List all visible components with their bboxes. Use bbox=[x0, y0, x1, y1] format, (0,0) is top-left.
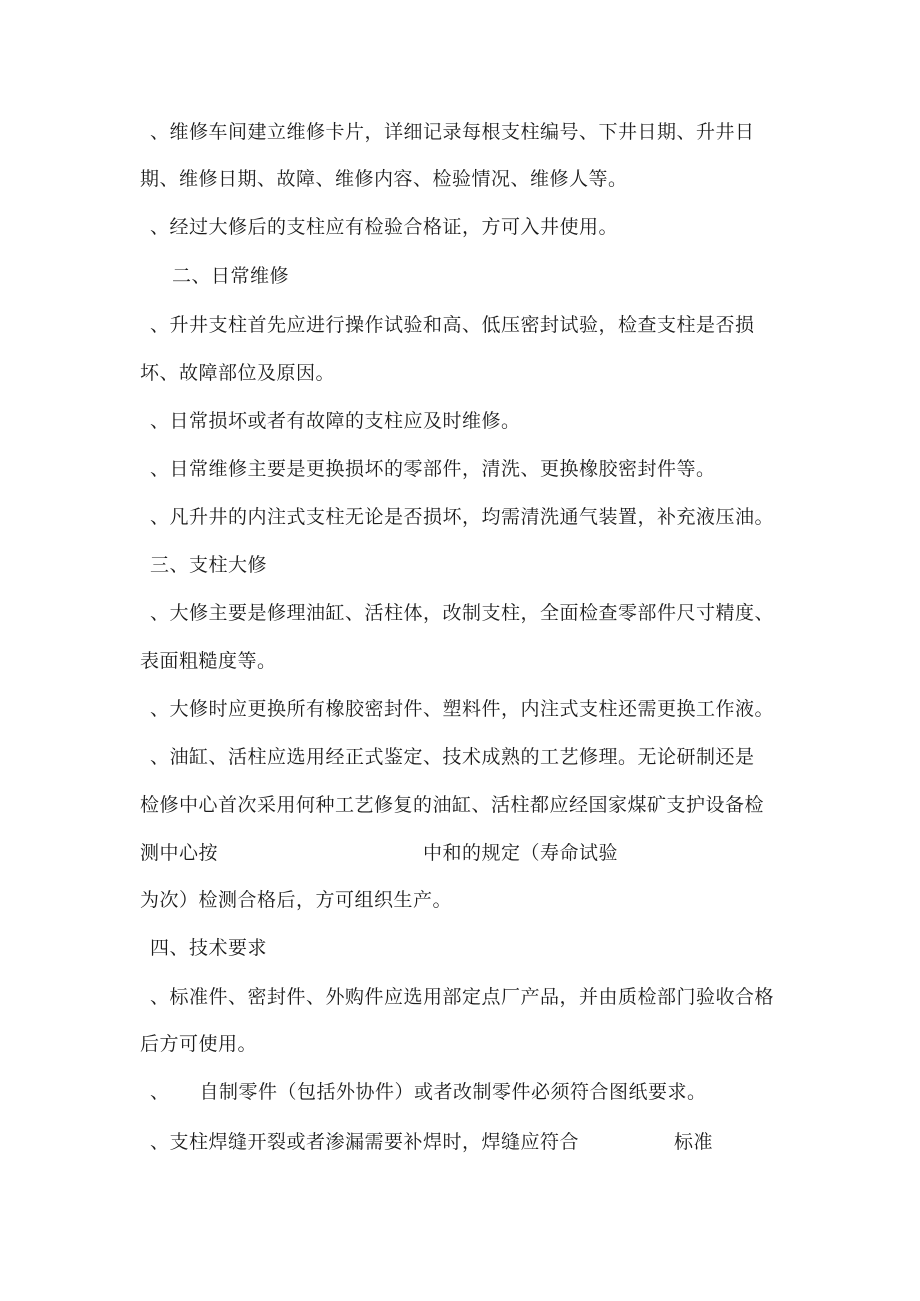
paragraph-line bbox=[150, 1079, 810, 1105]
text-fragment: 标准 bbox=[674, 1131, 714, 1153]
section-heading: 三、支柱大修 bbox=[150, 554, 268, 576]
paragraph-line: 表面粗糙度等。 bbox=[140, 650, 277, 672]
paragraph-line: 、日常损坏或者有故障的支柱应及时维修。 bbox=[150, 410, 521, 432]
paragraph-line: 、凡升井的内注式支柱无论是否损坏，均需清洗通气装置，补充液压油。 bbox=[150, 506, 775, 528]
text-fragment: 、 bbox=[150, 1081, 170, 1103]
paragraph-line: 、维修车间建立维修卡片，详细记录每根支柱编号、下井日期、升井日 bbox=[150, 121, 755, 143]
paragraph-line: 、升井支柱首先应进行操作试验和高、低压密封试验，检查支柱是否损 bbox=[150, 314, 755, 336]
paragraph-line: 后方可使用。 bbox=[140, 1033, 258, 1055]
text-fragment: 中和的规定（寿命试验 bbox=[423, 842, 619, 864]
paragraph-line: 、经过大修后的支柱应有检验合格证，方可入井使用。 bbox=[150, 216, 619, 238]
paragraph-line: 为次）检测合格后，方可组织生产。 bbox=[140, 889, 453, 911]
paragraph-line: 检修中心首次采用何种工艺修复的油缸、活柱都应经国家煤矿支护设备检 bbox=[140, 794, 765, 816]
paragraph-line bbox=[140, 840, 800, 866]
section-heading: 四、技术要求 bbox=[150, 937, 268, 959]
text-fragment: 、支柱焊缝开裂或者渗漏需要补焊时，焊缝应符合 bbox=[150, 1131, 580, 1153]
paragraph-line: 、标准件、密封件、外购件应选用部定点厂产品，并由质检部门验收合格 bbox=[150, 986, 775, 1008]
paragraph-line bbox=[150, 1129, 810, 1155]
paragraph-line: 、大修主要是修理油缸、活柱体，改制支柱，全面检查零部件尺寸精度、 bbox=[150, 602, 775, 624]
paragraph-line: 、日常维修主要是更换损坏的零部件，清洗、更换橡胶密封件等。 bbox=[150, 458, 716, 480]
paragraph-line: 、油缸、活柱应选用经正式鉴定、技术成熟的工艺修理。无论研制还是 bbox=[150, 746, 755, 768]
section-heading: 二、日常维修 bbox=[172, 265, 290, 287]
text-fragment: 自制零件（包括外协件）或者改制零件必须符合图纸要求。 bbox=[199, 1081, 707, 1103]
text-fragment: 测中心按 bbox=[140, 842, 219, 864]
paragraph-line: 坏、故障部位及原因。 bbox=[140, 362, 336, 384]
paragraph-line: 期、维修日期、故障、维修内容、检验情况、维修人等。 bbox=[140, 168, 628, 190]
paragraph-line: 、大修时应更换所有橡胶密封件、塑料件，内注式支柱还需更换工作液。 bbox=[150, 698, 775, 720]
